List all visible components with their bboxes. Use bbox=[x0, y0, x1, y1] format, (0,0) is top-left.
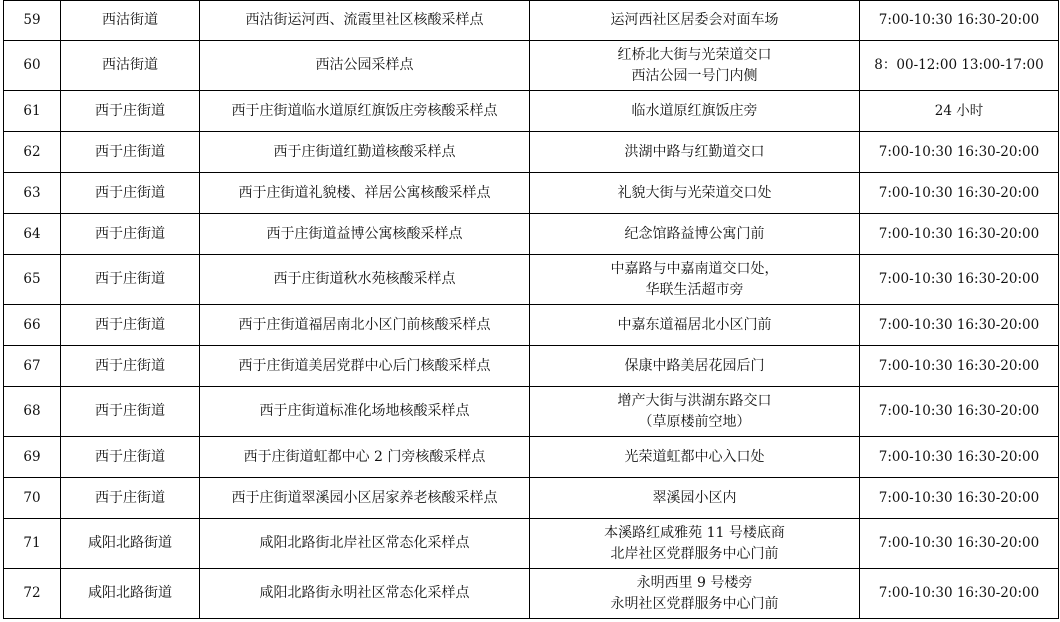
address-line: 洪湖中路与红勤道交口 bbox=[624, 143, 765, 160]
address-line: 礼貌大街与光荣道交口处 bbox=[617, 184, 772, 201]
site-name-cell: 西于庄街道标准化场地核酸采样点 bbox=[200, 387, 530, 437]
table-row bbox=[4, 305, 1059, 346]
site-name-cell: 西于庄街道秋水苑核酸采样点 bbox=[200, 255, 530, 305]
hours-cell: 7:00-10:30 16:30-20:00 bbox=[860, 305, 1059, 346]
address-line: 中嘉东道福居北小区门前 bbox=[617, 316, 772, 333]
row-number: 65 bbox=[4, 255, 61, 305]
site-name-cell: 咸阳北路街北岸社区常态化采样点 bbox=[200, 519, 530, 569]
address-cell bbox=[530, 132, 860, 173]
address-line: 翠溪园小区内 bbox=[652, 489, 737, 506]
address-line: （草原楼前空地） bbox=[638, 413, 751, 430]
address-line: 北岸社区党群服务中心门前 bbox=[610, 545, 779, 562]
street-cell: 西于庄街道 bbox=[61, 214, 200, 255]
row-number: 63 bbox=[4, 173, 61, 214]
street-cell: 西于庄街道 bbox=[61, 478, 200, 519]
address-cell bbox=[530, 255, 860, 305]
table-row bbox=[4, 478, 1059, 519]
site-name-cell: 西于庄街道美居党群中心后门核酸采样点 bbox=[200, 346, 530, 387]
table-row bbox=[4, 519, 1059, 569]
street-cell: 咸阳北路街道 bbox=[61, 519, 200, 569]
address-line: 永明西里 9 号楼旁 bbox=[636, 574, 753, 591]
table-body bbox=[4, 1, 1059, 619]
address-line: 永明社区党群服务中心门前 bbox=[610, 595, 779, 612]
site-name-cell: 西于庄街道礼貌楼、祥居公寓核酸采样点 bbox=[200, 173, 530, 214]
table-row bbox=[4, 1, 1059, 41]
address-line: 中嘉路与中嘉南道交口处， bbox=[610, 260, 779, 277]
hours-cell: 8：00-12:00 13:00-17:00 bbox=[860, 41, 1059, 91]
address-cell bbox=[530, 173, 860, 214]
street-cell: 西于庄街道 bbox=[61, 255, 200, 305]
table-row bbox=[4, 437, 1059, 478]
street-cell: 西于庄街道 bbox=[61, 91, 200, 132]
table-row bbox=[4, 173, 1059, 214]
table-row bbox=[4, 346, 1059, 387]
row-number: 67 bbox=[4, 346, 61, 387]
address-line: 保康中路美居花园后门 bbox=[624, 357, 765, 374]
row-number: 59 bbox=[4, 1, 61, 41]
address-cell bbox=[530, 305, 860, 346]
address-line: 增产大街与洪湖东路交口 bbox=[617, 392, 772, 409]
hours-cell: 7:00-10:30 16:30-20:00 bbox=[860, 569, 1059, 619]
address-cell bbox=[530, 214, 860, 255]
site-name-cell: 西于庄街道翠溪园小区居家养老核酸采样点 bbox=[200, 478, 530, 519]
site-name-cell: 西于庄街道虹都中心 2 门旁核酸采样点 bbox=[200, 437, 530, 478]
row-number: 72 bbox=[4, 569, 61, 619]
site-name-cell: 西沽街运河西、流霞里社区核酸采样点 bbox=[200, 1, 530, 41]
street-cell: 西于庄街道 bbox=[61, 387, 200, 437]
table-row bbox=[4, 569, 1059, 619]
row-number: 66 bbox=[4, 305, 61, 346]
table-row bbox=[4, 255, 1059, 305]
table-row bbox=[4, 214, 1059, 255]
site-name-cell: 咸阳北路街永明社区常态化采样点 bbox=[200, 569, 530, 619]
site-name-cell: 西于庄街道临水道原红旗饭庄旁核酸采样点 bbox=[200, 91, 530, 132]
address-line: 华联生活超市旁 bbox=[645, 281, 744, 298]
row-number: 70 bbox=[4, 478, 61, 519]
hours-cell: 7:00-10:30 16:30-20:00 bbox=[860, 255, 1059, 305]
address-line: 临水道原红旗饭庄旁 bbox=[631, 102, 758, 119]
address-line: 光荣道虹都中心入口处 bbox=[624, 448, 765, 465]
site-name-cell: 西于庄街道福居南北小区门前核酸采样点 bbox=[200, 305, 530, 346]
street-cell: 西沽街道 bbox=[61, 41, 200, 91]
address-cell bbox=[530, 478, 860, 519]
table-row bbox=[4, 132, 1059, 173]
address-cell bbox=[530, 387, 860, 437]
address-cell bbox=[530, 437, 860, 478]
hours-cell: 7:00-10:30 16:30-20:00 bbox=[860, 214, 1059, 255]
address-cell bbox=[530, 91, 860, 132]
hours-cell: 7:00-10:30 16:30-20:00 bbox=[860, 132, 1059, 173]
street-cell: 西于庄街道 bbox=[61, 132, 200, 173]
hours-cell: 7:00-10:30 16:30-20:00 bbox=[860, 173, 1059, 214]
row-number: 61 bbox=[4, 91, 61, 132]
row-number: 71 bbox=[4, 519, 61, 569]
address-line: 运河西社区居委会对面车场 bbox=[610, 12, 779, 28]
hours-cell: 24 小时 bbox=[860, 91, 1059, 132]
table-row bbox=[4, 387, 1059, 437]
row-number: 69 bbox=[4, 437, 61, 478]
table-row bbox=[4, 41, 1059, 91]
hours-cell: 7:00-10:30 16:30-20:00 bbox=[860, 1, 1059, 41]
site-name-cell: 西于庄街道益博公寓核酸采样点 bbox=[200, 214, 530, 255]
hours-cell: 7:00-10:30 16:30-20:00 bbox=[860, 437, 1059, 478]
address-cell bbox=[530, 519, 860, 569]
address-line: 红桥北大街与光荣道交口 bbox=[617, 46, 772, 63]
sampling-sites-table bbox=[3, 0, 1059, 619]
address-line: 纪念馆路益博公寓门前 bbox=[624, 225, 765, 242]
site-name-cell: 西于庄街道红勤道核酸采样点 bbox=[200, 132, 530, 173]
address-cell bbox=[530, 41, 860, 91]
site-name-cell: 西沽公园采样点 bbox=[200, 41, 530, 91]
street-cell: 西于庄街道 bbox=[61, 305, 200, 346]
address-line: 本溪路红咸雅苑 11 号楼底商 bbox=[604, 524, 785, 541]
address-cell bbox=[530, 569, 860, 619]
row-number: 68 bbox=[4, 387, 61, 437]
hours-cell: 7:00-10:30 16:30-20:00 bbox=[860, 346, 1059, 387]
row-number: 62 bbox=[4, 132, 61, 173]
address-cell bbox=[530, 1, 860, 41]
street-cell: 西沽街道 bbox=[61, 1, 200, 41]
street-cell: 西于庄街道 bbox=[61, 437, 200, 478]
row-number: 60 bbox=[4, 41, 61, 91]
row-number: 64 bbox=[4, 214, 61, 255]
hours-cell: 7:00-10:30 16:30-20:00 bbox=[860, 478, 1059, 519]
table-row bbox=[4, 91, 1059, 132]
street-cell: 咸阳北路街道 bbox=[61, 569, 200, 619]
hours-cell: 7:00-10:30 16:30-20:00 bbox=[860, 519, 1059, 569]
address-cell bbox=[530, 346, 860, 387]
address-line: 西沽公园一号门内侧 bbox=[631, 67, 758, 84]
street-cell: 西于庄街道 bbox=[61, 173, 200, 214]
street-cell: 西于庄街道 bbox=[61, 346, 200, 387]
hours-cell: 7:00-10:30 16:30-20:00 bbox=[860, 387, 1059, 437]
